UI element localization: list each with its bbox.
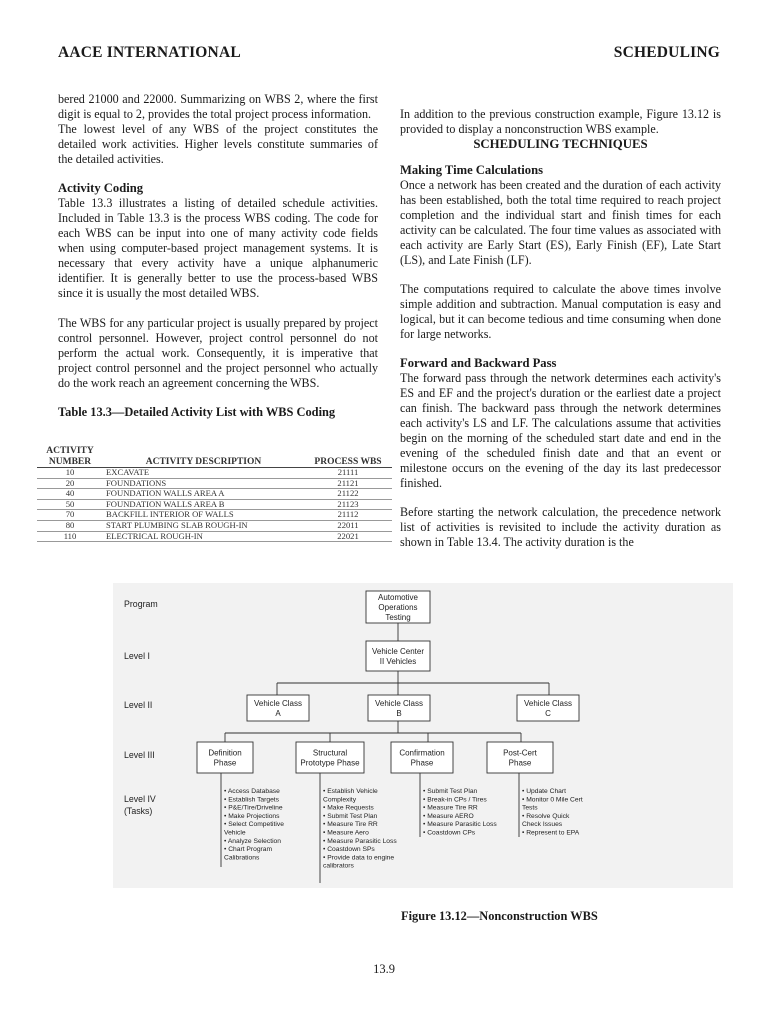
table-row: [37, 520, 392, 531]
col-header-activity-number: ACTIVITY NUMBER: [37, 446, 103, 468]
box-label: B: [396, 709, 402, 718]
table-row: [37, 499, 392, 510]
task-item: • Make Requests: [323, 804, 374, 812]
paragraph: The computations required to calculate the above times involve simple addition and subtraction. Manual computation is easy and logical, but it can become tedious and time consuming when done for large networks.: [400, 282, 721, 341]
task-item: • Measure Tire RR: [423, 804, 478, 812]
activity-description-cell: EXCAVATE: [103, 468, 304, 479]
activity-number-cell: 40: [37, 489, 103, 500]
col-header-process-wbs: PROCESS WBS: [304, 446, 392, 468]
box-label: Automotive: [377, 593, 419, 602]
task-item: Vehicle: [224, 829, 246, 837]
wbs-figure: [113, 583, 733, 888]
task-item: • P&E/Tire/Driveline: [224, 804, 283, 812]
activity-table: [37, 446, 392, 542]
paragraph: Before starting the network calculation, the precedence network list of activities is revisited to include the activity duration as shown in Table 13.4. The activity duration is the: [400, 505, 721, 549]
task-item: • Measure Tire RR: [323, 821, 378, 829]
box-label: Operations: [378, 603, 418, 612]
box-label: Vehicle Class: [523, 699, 573, 708]
box-label: II Vehicles: [379, 657, 417, 666]
activity-number-cell: 80: [37, 520, 103, 531]
table-row: [37, 531, 392, 542]
activity-number-cell: 70: [37, 510, 103, 521]
process-wbs-cell: 21121: [304, 478, 392, 489]
paragraph: bered 21000 and 22000. Summarizing on WBS 2, where the first digit is equal to 2, provides the total project process information.: [58, 92, 378, 121]
level-label: Level II: [124, 700, 153, 710]
task-item: • Coastdown SPs: [323, 846, 375, 854]
wbs-diagram: [113, 583, 733, 888]
task-item: • Make Projections: [224, 812, 280, 820]
level-label: Level I: [124, 651, 150, 661]
table-row: [37, 510, 392, 521]
task-item: • Break-in CPs / Tires: [423, 796, 487, 804]
task-item: • Establish Vehicle: [323, 788, 378, 795]
activity-number-cell: 20: [37, 478, 103, 489]
activity-description-cell: FOUNDATIONS: [103, 478, 304, 489]
task-item: • Select Competitive: [224, 821, 284, 829]
level3-box: [391, 742, 453, 773]
level3-box: [487, 742, 553, 773]
paragraph: Table 13.3 illustrates a listing of detailed schedule activities. Included in Table 13.3 is the process WBS coding. The code for each WBS can be input into one of many activity code fields when using computer-based project management systems. It is necessary that every activity have a unique alphanumeric identifier. It is generally better to use the process-based WBS since it is usually the most detailed WBS.: [58, 196, 378, 300]
level-label: Level IV: [124, 794, 156, 804]
task-item: • Monitor 0 Mile Cert: [522, 796, 583, 804]
activity-number-cell: 110: [37, 531, 103, 542]
box-label: Phase: [508, 758, 532, 768]
task-item: • Measure Aero: [323, 829, 369, 837]
page-number: 13.9: [373, 962, 395, 976]
level3-box: [296, 742, 364, 773]
level1-box: [366, 641, 430, 671]
process-wbs-cell: 21111: [304, 468, 392, 479]
process-wbs-cell: 21112: [304, 510, 392, 521]
task-item: • Represent to EPA: [522, 829, 580, 837]
running-header-left: AACE INTERNATIONAL: [58, 44, 241, 61]
task-item: • Measure Parasitic Loss: [323, 837, 397, 845]
figure-caption: Figure 13.12—Nonconstruction WBS: [401, 909, 598, 923]
task-item: • Measure Parasitic Loss: [423, 821, 497, 829]
level-label: Level III: [124, 750, 155, 760]
level-label: (Tasks): [124, 806, 153, 816]
section-heading: Activity Coding: [58, 181, 144, 195]
task-item: • Resolve Quick: [522, 812, 570, 820]
task-item: calibrators: [323, 862, 354, 870]
task-item: • Update Chart: [522, 788, 566, 795]
paragraph: The WBS for any particular project is usually prepared by project control personnel. However, project control personnel do not perform the actual work. Consequently, it is imperative that project control personnel and the project personnel who actually do the work reach an agreement concerning the WBS.: [58, 316, 378, 390]
level2-box: [368, 695, 430, 721]
activity-description-cell: FOUNDATION WALLS AREA B: [103, 499, 304, 510]
box-label: Post-Cert: [503, 748, 537, 758]
task-item: • Analyze Selection: [224, 837, 281, 845]
box-label: Vehicle Class: [374, 699, 424, 708]
task-item: Tests: [522, 804, 538, 812]
subsection-heading: Forward and Backward Pass: [400, 356, 557, 370]
level-label: Program: [124, 599, 158, 609]
activity-description-cell: ELECTRICAL ROUGH-IN: [103, 531, 304, 542]
level2-box: [517, 695, 579, 721]
box-label: Prototype Phase: [300, 758, 360, 768]
task-item: • Chart Program: [224, 846, 273, 854]
process-wbs-cell: 21122: [304, 489, 392, 500]
box-label: Confirmation: [399, 748, 445, 758]
table-caption: Table 13.3—Detailed Activity List with WBS Coding: [58, 405, 336, 419]
box-label: Definition: [208, 748, 242, 758]
activity-description-cell: FOUNDATION WALLS AREA A: [103, 489, 304, 500]
program-box: [366, 591, 430, 623]
activity-description-cell: START PLUMBING SLAB ROUGH-IN: [103, 520, 304, 531]
activity-description-cell: BACKFILL INTERIOR OF WALLS: [103, 510, 304, 521]
subsection-heading: Making Time Calculations: [400, 163, 543, 177]
box-label: Vehicle Center: [371, 647, 425, 656]
left-column: [58, 92, 378, 420]
table-row: [37, 489, 392, 500]
task-item: • Measure AERO: [423, 812, 474, 820]
paragraph: The forward pass through the network determines each activity's ES and EF and the project's duration or the earliest date a project can finish. The backward pass through the network determines each activity's LS and LF. The calculations assume that activities begin on the morning of the scheduled start date and end in the evening of the scheduled finish date and that an event or milestone occurs on the evening of the day its last predecessor finished.: [400, 371, 721, 490]
right-column: [400, 107, 721, 550]
activity-number-cell: 10: [37, 468, 103, 479]
task-item: Complexity: [323, 796, 357, 804]
box-label: Testing: [385, 613, 411, 622]
process-wbs-cell: 21123: [304, 499, 392, 510]
box-label: A: [275, 709, 281, 718]
task-item: • Submit Test Plan: [423, 788, 478, 795]
activity-number-cell: 50: [37, 499, 103, 510]
paragraph: Once a network has been created and the duration of each activity has been established, both the total time required to reach project completion and the individual start and finish times for each activity can be calculated. The four time values as associated with each activity are Early Start (ES), Early Finish (EF), Late Start (LS), and Late Finish (LF).: [400, 178, 721, 267]
box-label: Phase: [213, 758, 237, 768]
paragraph: In addition to the previous construction example, Figure 13.12 is provided to display a nonconstruction WBS example.: [400, 107, 721, 136]
task-item: • Provide data to engine: [323, 854, 395, 862]
section-heading-techniques: SCHEDULING TECHNIQUES: [473, 137, 648, 151]
task-item: Check Issues: [522, 821, 563, 829]
process-wbs-cell: 22011: [304, 520, 392, 531]
level3-box: [197, 742, 253, 773]
activity-table-wrap: [37, 446, 392, 542]
process-wbs-cell: 22021: [304, 531, 392, 542]
task-item: • Coastdown CPs: [423, 829, 476, 837]
level2-box: [247, 695, 309, 721]
col-header-activity-description: ACTIVITY DESCRIPTION: [103, 446, 304, 468]
paragraph: The lowest level of any WBS of the project constitutes the detailed work activities. Higher levels constitute summaries of the detailed activities.: [58, 122, 378, 166]
box-label: Phase: [410, 758, 434, 768]
task-item: • Establish Targets: [224, 796, 280, 804]
box-label: C: [545, 709, 551, 718]
box-label: Structural: [312, 748, 348, 758]
task-item: • Access Database: [224, 788, 280, 795]
task-item: • Submit Test Plan: [323, 812, 378, 820]
running-header-right: SCHEDULING: [613, 44, 720, 61]
table-row: [37, 478, 392, 489]
box-label: Vehicle Class: [253, 699, 303, 708]
task-item: Calibrations: [224, 854, 260, 862]
table-row: [37, 468, 392, 479]
